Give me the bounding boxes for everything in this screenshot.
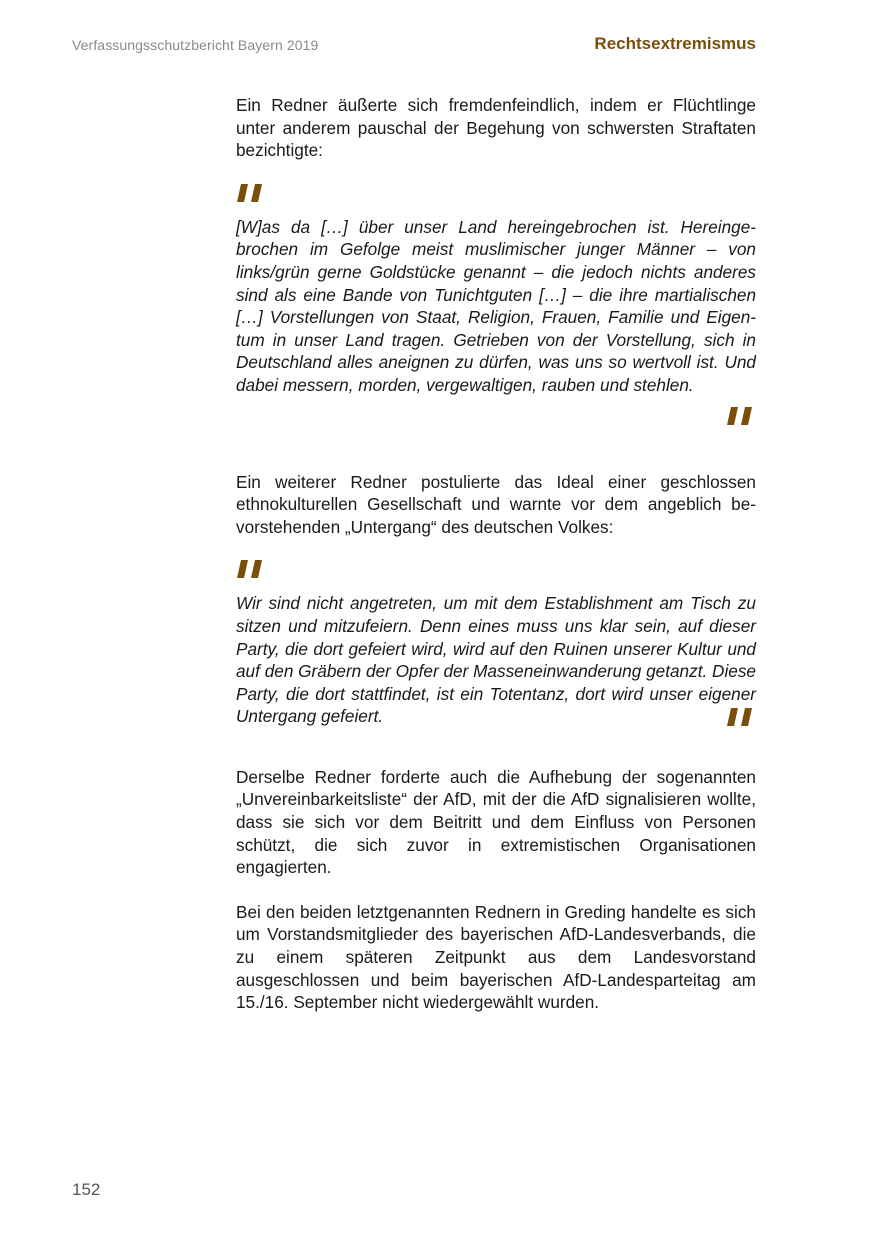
main-content [236, 94, 756, 1014]
paragraph-4: Bei den beiden letztgenannten Rednern in Greding handelte es sich um Vorstandsmitglieder des bayerischen AfD-Landesverbands, die zu einem späteren Zeitpunkt aus dem Landesvorstand ausgeschlossen und beim bayerischen AfD-Landesparteitag am 15./16. September nicht wiedergewählt wurden. [236, 901, 756, 1013]
quote-open-icon [236, 558, 756, 590]
quote-open-icon [236, 182, 756, 214]
quote-1: [W]as da […] über unser Land hereingebrochen ist. Hereingebrochen im Gefolge meist muslimischer junger Männer – von links/grün gerne Goldstücke genannt – die jedoch nichts anderes sind als eine Bande von Tunichtguten […] – die ihre martialischen […] Vorstellungen von Staat, Religion, Frauen, Familie und Eigentum in unser Land tragen. Getrieben von der Vorstellung, sich in Deutschland alles aneignen zu dürfen, was uns so wertvoll ist. Und dabei messern, morden, vergewaltigen, rauben und stehlen. [236, 216, 756, 395]
quote-close-icon [236, 405, 756, 437]
chapter-title: Rechtsextremismus [594, 34, 756, 53]
page-number: 152 [72, 1180, 101, 1199]
publication-title: Verfassungsschutzbericht Bayern 2019 [72, 37, 319, 53]
paragraph-2: Ein weiterer Redner postulierte das Ideal einer geschlossen ethnokulturellen Gesellschaft und warnte vor dem angeblich bevorstehenden „Untergang“ des deutschen Volkes: [236, 471, 756, 537]
paragraph-1: Ein Redner äußerte sich fremdenfeindlich, indem er Flüchtlinge unter anderem pauschal der Begehung von schwersten Straftaten bezichtigte: [236, 95, 756, 161]
paragraph-3: Derselbe Redner forderte auch die Aufhebung der sogenannten „Unvereinbarkeitsliste“ der AfD, mit der die AfD signalisieren wollte, dass sie sich vor dem Beitritt und dem Einfluss von Personen schützt, die sich zuvor in extremistischen Organisationen engagierten. [236, 766, 756, 878]
quote-2: Wir sind nicht angetreten, um mit dem Establishment am Tisch zu sitzen und mitzufeiern. Denn eines muss uns klar sein, auf dieser Party, die dort gefeiert wird, wird auf den Ruinen unserer Kultur und auf den Gräbern der Opfer der Masseneinwanderung getanzt. Diese Party, die dort stattfindet, ist ein Totentanz, dort wird unser eigener Untergang gefeiert. [236, 593, 756, 727]
